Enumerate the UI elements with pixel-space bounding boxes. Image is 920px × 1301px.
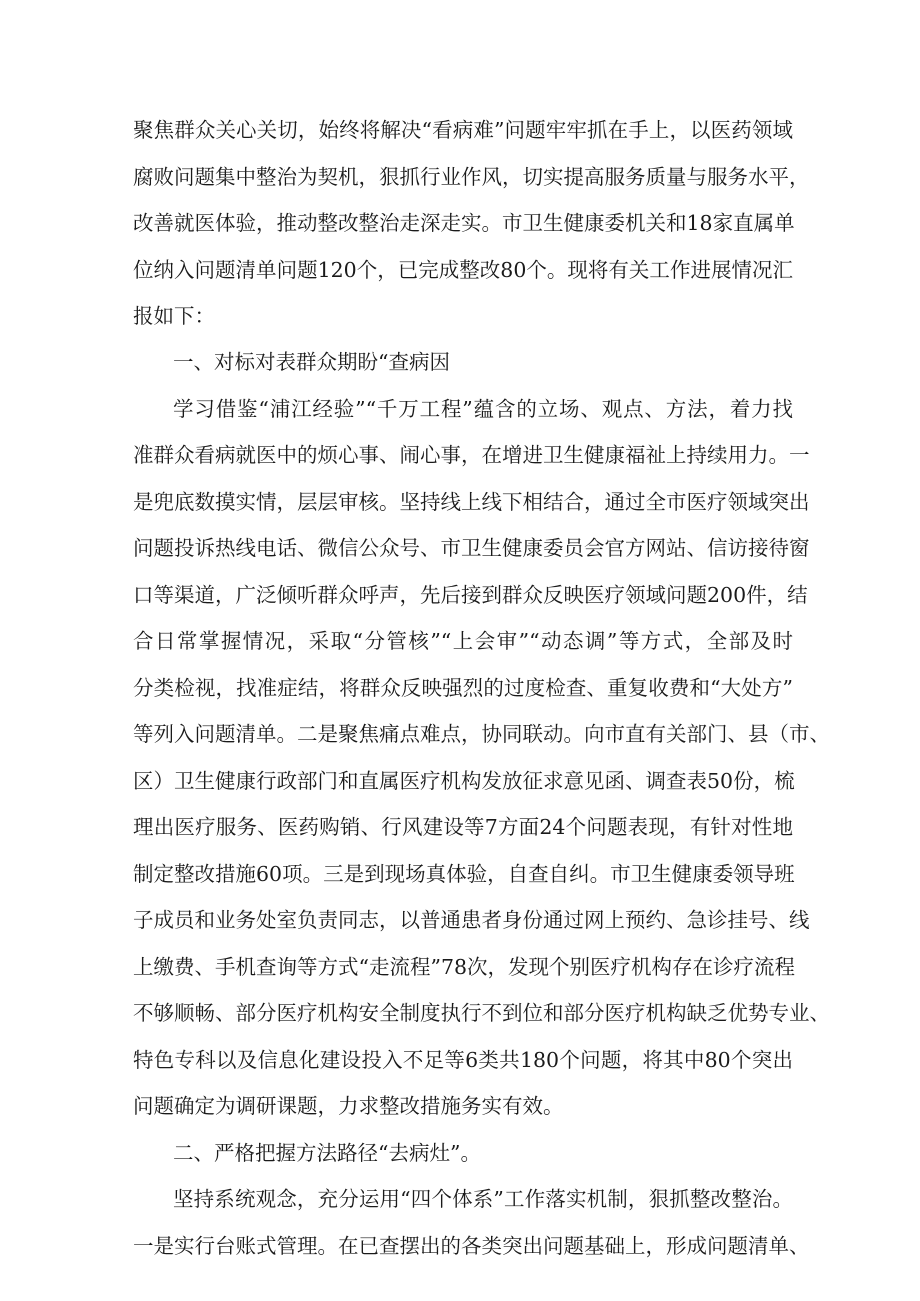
- text-line: 理出医疗服务、医药购销、行风建设等7方面24个问题表现，有针对性地: [133, 815, 793, 839]
- text-line: 改善就医体验，推动整改整治走深走实。市卫生健康委机关和18家直属单: [133, 211, 795, 235]
- text-line: 等列入问题清单。二是聚焦痛点难点，协同联动。向市直有关部门、县（市、: [133, 722, 830, 746]
- text-line: 聚焦群众关心关切，始终将解决“看病难”问题牢牢抓在手上，以医药领域: [133, 118, 793, 142]
- text-line: 问题投诉热线电话、微信公众号、市卫生健康委员会官方网站、信访接待窗: [133, 536, 810, 560]
- section-heading: 一、对标对表群众期盼“查病因: [173, 350, 450, 374]
- paragraph-first-line: 坚持系统观念，充分运用“四个体系”工作落实机制，狠抓整改整治。: [173, 1187, 793, 1211]
- text-line: 区）卫生健康行政部门和直属医疗机构发放征求意见函、调查表50份，梳: [133, 769, 795, 793]
- text-line: 是兜底数摸实情，层层审核。坚持线上线下相结合，通过全市医疗领域突出: [133, 490, 810, 514]
- text-line: 制定整改措施60项。三是到现场真体验，自查自纠。市卫生健康委领导班: [133, 862, 795, 886]
- text-line: 特色专科以及信息化建设投入不足等6类共180个问题，将其中80个突出: [133, 1048, 793, 1072]
- text-line: 一是实行台账式管理。在已查摆出的各类突出问题基础上，形成问题清单、: [133, 1234, 810, 1258]
- text-line: 上缴费、手机查询等方式“走流程”78次，发现个别医疗机构存在诊疗流程: [133, 955, 796, 979]
- text-line: 不够顺畅、部分医疗机构安全制度执行不到位和部分医疗机构缺乏优势专业、: [133, 1001, 830, 1025]
- paragraph-first-line: 学习借鉴“浦江经验”“千万工程”蕴含的立场、观点、方法，着力找: [173, 397, 793, 421]
- text-line: 子成员和业务处室负责同志，以普通患者身份通过网上预约、急诊挂号、线: [133, 908, 810, 932]
- text-line: 准群众看病就医中的烦心事、闹心事，在增进卫生健康福祉上持续用力。一: [133, 443, 810, 467]
- text-line: 问题确定为调研课题，力求整改措施务实有效。: [133, 1094, 564, 1118]
- text-line: 口等渠道，广泛倾听群众呼声，先后接到群众反映医疗领域问题200件，结: [133, 583, 808, 607]
- text-line: 报如下：: [133, 304, 215, 328]
- section-heading: 二、严格把握方法路径“去病灶”。: [173, 1141, 481, 1165]
- text-line: 腐败问题集中整治为契机，狠抓行业作风，切实提高服务质量与服务水平，: [133, 165, 810, 189]
- text-line: 位纳入问题清单问题120个，已完成整改80个。现将有关工作进展情况汇: [133, 258, 793, 282]
- text-line: 分类检视，找准症结，将群众反映强烈的过度检查、重复收费和“大处方”: [133, 676, 793, 700]
- text-line: 合日常掌握情况，采取“分管核”“上会审”“动态调”等方式，全部及时: [133, 629, 793, 653]
